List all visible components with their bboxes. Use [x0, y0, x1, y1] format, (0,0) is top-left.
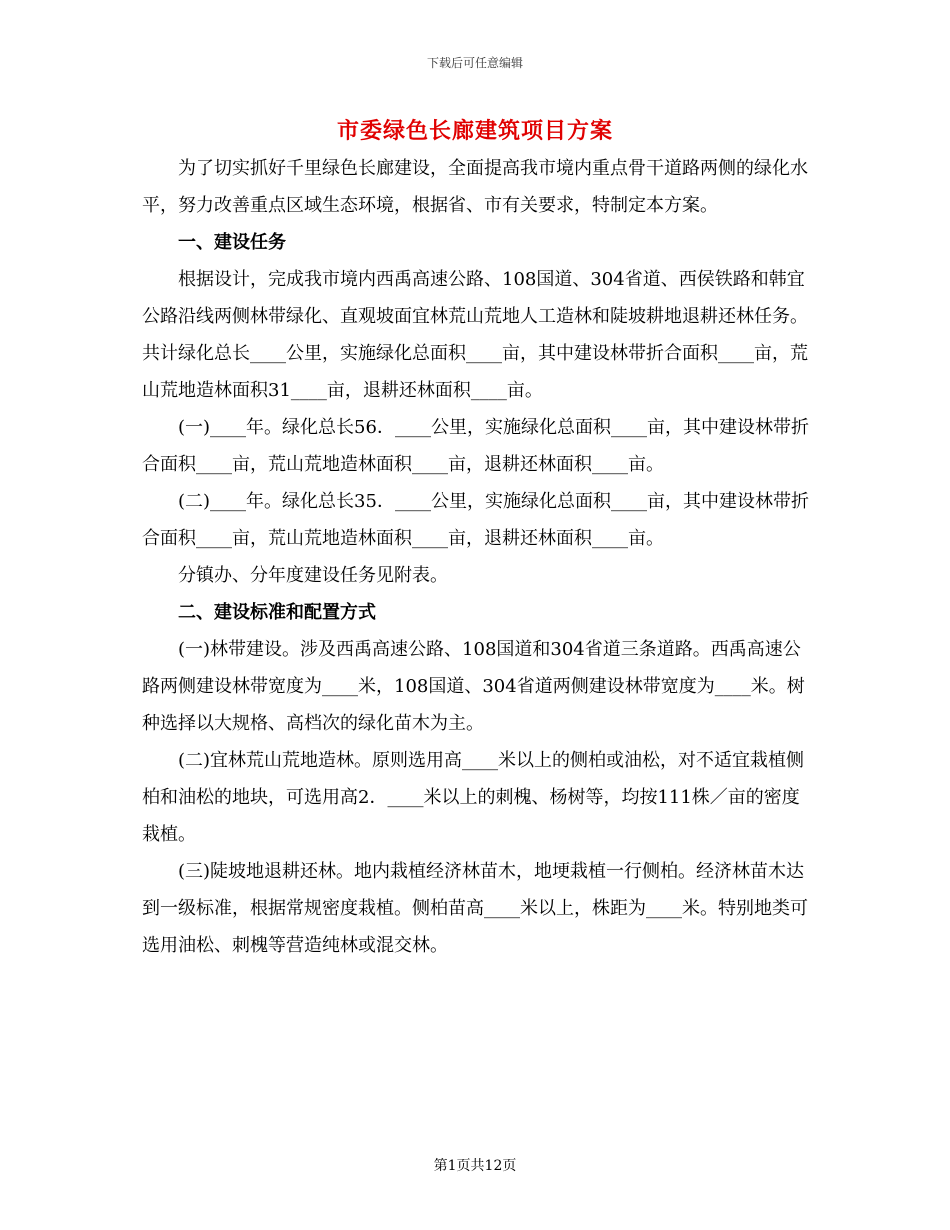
document-body — [142, 150, 810, 964]
paragraph-intro: 为了切实抓好千里绿色长廊建设，全面提高我市境内重点骨干道路两侧的绿化水平，努力改善重点区域生态环境，根据省、市有关要求，特制定本方案。 — [142, 158, 808, 216]
paragraph-standard-2: (二)宜林荒山荒地造林。原则选用高____米以上的侧柏或油松，对不适宜栽植侧柏和油松的地块，可选用高2．____米以上的刺槐、杨树等，均按111株／亩的密度栽植。 — [142, 750, 805, 845]
paragraph-task-year-1: (一)____年。绿化总长56．____公里，实施绿化总面积____亩，其中建设林带折合面积____亩，荒山荒地造林面积____亩，退耕还林面积____亩。 — [142, 417, 809, 475]
paragraph-task: 根据设计，完成我市境内西禹高速公路、108国道、304省道、西侯铁路和韩宜公路沿线两侧林带绿化、直观坡面宜林荒山荒地人工造林和陡坡耕地退耕还林任务。共计绿化总长____公里，实施绿化总面积____亩，其中建设林带折合面积____亩，荒山荒地造林面积31____亩，退耕还林面积____亩。 — [142, 269, 808, 401]
section-heading-2: 二、建设标准和配置方式 — [178, 602, 376, 623]
document-title: 市委绿色长廊建筑项目方案 — [336, 118, 613, 144]
paragraph-standard-1: (一)林带建设。涉及西禹高速公路、108国道和304省道三条道路。西禹高速公路两侧建设林带宽度为____米，108国道、304省道两侧建设林带宽度为____米。树种选择以大规格、高档次的绿化苗木为主。 — [142, 639, 805, 734]
paragraph-task-year-2: (二)____年。绿化总长35．____公里，实施绿化总面积____亩，其中建设林带折合面积____亩，荒山荒地造林面积____亩，退耕还林面积____亩。 — [142, 491, 809, 549]
header-note: 下载后可任意编辑 — [426, 56, 523, 70]
paragraph-appendix-note: 分镇办、分年度建设任务见附表。 — [178, 565, 448, 586]
page-number: 第1页共12页 — [433, 1158, 517, 1174]
paragraph-standard-3: (三)陡坡地退耕还林。地内栽植经济林苗木，地埂栽植一行侧柏。经济林苗木达到一级标准，根据常规密度栽植。侧柏苗高____米以上，株距为____米。特别地类可选用油松、刺槐等营造纯林或混交林。 — [142, 861, 808, 956]
section-heading-1: 一、建设任务 — [178, 232, 286, 253]
